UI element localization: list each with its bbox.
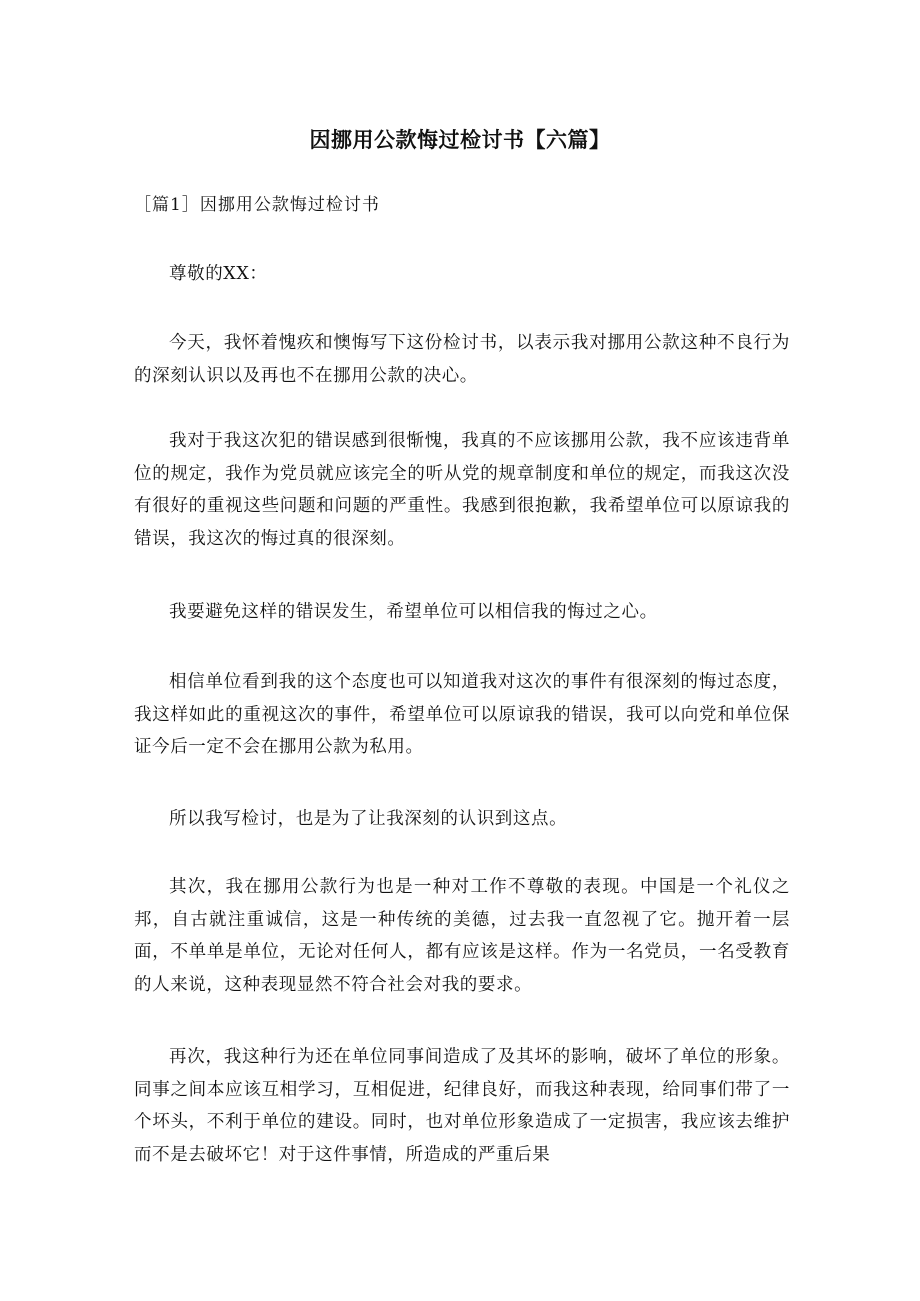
paragraph: 所以我写检讨，也是为了让我深刻的认识到这点。 xyxy=(169,809,568,829)
section-heading: ［篇1］因挪用公款悔过检讨书 xyxy=(134,195,380,215)
document-title: 因挪用公款悔过检讨书【六篇】 xyxy=(309,128,611,152)
salutation: 尊敬的XX： xyxy=(169,264,268,284)
paragraph: 我要避免这样的错误发生，希望单位可以相信我的悔过之心。 xyxy=(169,602,658,622)
paragraph: 其次，我在挪用公款行为也是一种对工作不尊敬的表现。中国是一个礼仪之邦，自古就注重诚信，这是一种传统的美德，过去我一直忽视了它。抛开着一层面，不单单是单位，无论对任何人，都有应该是这样。作为一名党员，一名受教育的人来说，这种表现显然不符合社会对我的要求。 xyxy=(134,877,790,995)
paragraph: 今天，我怀着愧疚和懊悔写下这份检讨书，以表示我对挪用公款这种不良行为的深刻认识以及再也不在挪用公款的决心。 xyxy=(134,333,790,386)
paragraph: 我对于我这次犯的错误感到很惭愧，我真的不应该挪用公款，我不应该违背单位的规定，我作为党员就应该完全的听从党的规章制度和单位的规定，而我这次没有很好的重视这些问题和问题的严重性。我感到很抱歉，我希望单位可以原谅我的错误，我这次的悔过真的很深刻。 xyxy=(134,431,790,549)
paragraph: 相信单位看到我的这个态度也可以知道我对这次的事件有很深刻的悔过态度，我这样如此的重视这次的事件，希望单位可以原谅我的错误，我可以向党和单位保证今后一定不会在挪用公款为私用。 xyxy=(134,672,790,758)
paragraph: 再次，我这种行为还在单位同事间造成了及其坏的影响，破坏了单位的形象。同事之间本应该互相学习，互相促进，纪律良好，而我这种表现，给同事们带了一个坏头，不利于单位的建设。同时，也对单位形象造成了一定损害，我应该去维护而不是去破坏它！对于这件事情，所造成的严重后果 xyxy=(134,1047,790,1165)
